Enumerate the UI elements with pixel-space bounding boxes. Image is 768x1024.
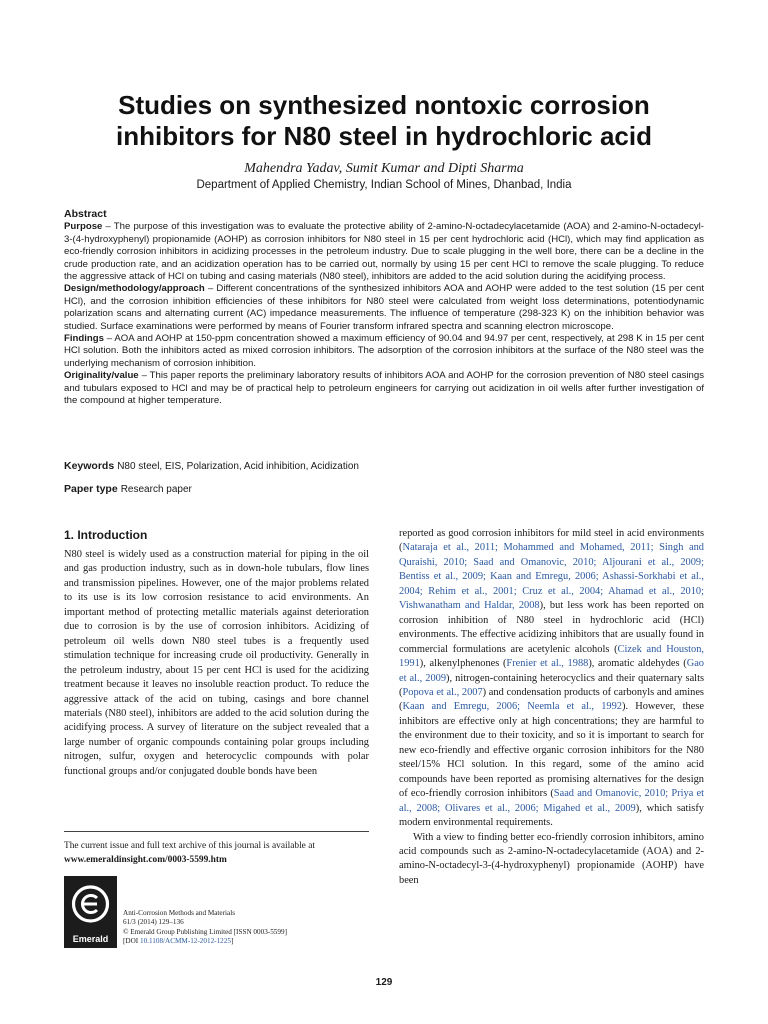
text-run: ), but less work has been reported on corrosion inhibition of N80 steel in hydrochloric acid (HCl) environments. The effective acidizing inhibitors that are usually found in commercial formulations are acetylenic alcohols (	[399, 600, 705, 655]
right-paragraph	[399, 527, 704, 831]
footnote-divider	[64, 831, 369, 832]
originality-text: – This paper reports the preliminary laboratory results of inhibitors AOA and AOHP for the corrosion prevention of N80 steel casings and tubulars exposed to HCl and may be of practical help to petroleum engineers for carrying out acidization in oil wells after further investigation of the compound at higher temperature.	[64, 370, 704, 407]
paper-title: Studies on synthesized nontoxic corrosion inhibitors for N80 steel in hydrochloric acid	[116, 90, 652, 151]
left-column	[64, 527, 369, 779]
abstract-design	[64, 283, 704, 333]
abstract-originality	[64, 370, 704, 407]
affiliation: Department of Applied Chemistry, Indian School of Mines, Dhanbad, India	[196, 179, 572, 191]
right-paragraph-2: With a view to finding better eco-friendly corrosion inhibitors, amino acid compounds such as 2-amino-N-octadecylacetamide (AOA) and 2-amino-N-octadecyl-3-(4-hydroxyphenyl) propionamide (AOHP) have been	[399, 831, 704, 886]
doi-prefix: [DOI	[123, 936, 140, 945]
journal-volume: 61/3 (2014) 129–136	[123, 918, 184, 927]
keywords-text: N80 steel, EIS, Polarization, Acid inhibition, Acidization	[117, 461, 359, 472]
citation-link[interactable]: Gao et al., 2009	[399, 658, 704, 684]
abstract-purpose	[64, 221, 704, 283]
text-run: ), alkenylphenones (	[419, 658, 507, 670]
keywords	[64, 459, 704, 474]
purpose-label: Purpose	[64, 221, 103, 233]
emerald-logo	[64, 876, 117, 948]
text-run: ), which satisfy modern environmental requirements.	[399, 802, 704, 829]
citation-link[interactable]: Popova et al., 2007	[402, 686, 483, 698]
abstract	[64, 208, 704, 408]
footnote	[64, 839, 369, 867]
authors: Mahendra Yadav, Sumit Kumar and Dipti Sharma	[244, 161, 524, 176]
footnote-text: The current issue and full text archive of this journal is available at	[64, 841, 315, 851]
text-run: ) and condensation products of carbonyls and amines (	[399, 686, 704, 713]
findings-label: Findings	[64, 333, 104, 345]
doi-link[interactable]: 10.1108/ACMM-12-2012-1225	[139, 936, 231, 945]
right-column	[399, 527, 704, 888]
intro-heading: 1. Introduction	[64, 528, 148, 542]
intro-paragraph: N80 steel is widely used as a construction material for piping in the oil and gas production industry, such as in down-hole tubulars, flow lines and transmission pipelines. However, one of the major problems related to its use is its low corrosion resistance to acid environments. An important method of protecting metallic materials against deterioration due to corrosion is by the use of corrosion inhibitors. Acidizing of petroleum oil wells down N80 steel tubes is a frequently used stimulation technique for increasing crude oil productivity. Generally in the petroleum industry, about 15 per cent HCl is used for the acidizing treatment because it leaves no insoluble reaction product. To reduce the aggressive attack of the acid on tubing, casings and bore channel materials (N80 steel), inhibitors are added to the acid solution during the acidifying process. A survey of literature on the subject revealed that a large number of organic compounds containing polar groups including nitrogen, sulfur, oxygen and heterocyclic compounds with polar functional groups and/or conjugated double bonds have been	[64, 549, 369, 777]
logo-wordmark: Emerald	[72, 934, 109, 944]
citation-link[interactable]: Saad and Omanovic, 2010; Priya et al., 2008; Olivares et al., 2006; Migahed et al., 2009	[399, 788, 705, 814]
abstract-heading: Abstract	[64, 208, 107, 220]
journal-url-link[interactable]: www.emeraldinsight.com/0003-5599.htm	[64, 855, 227, 865]
citation-link[interactable]: Frenier et al., 1988	[506, 658, 589, 670]
text-run: ). However, these inhibitors are effective only at high concentrations; they are harmful to the environment due to their toxicity, and so it is important to search for new eco-friendly and effective organic corrosion inhibitors for the N80 steel/15% HCl solution. In this regard, some of the amino acid compounds have been reported as promising alternatives for the design of eco-friendly corrosion inhibitors (	[399, 701, 704, 800]
journal-doi-line	[123, 937, 363, 946]
paper-type-label: Paper type	[64, 483, 118, 495]
paper-type	[64, 482, 704, 497]
journal-info	[123, 909, 363, 946]
findings-text: – AOA and AOHP at 150-ppm concentration showed a maximum efficiency of 90.04 and 94.97 per cent, respectively, at 298 K in 15 per cent HCl solution. Both the inhibitors acted as mixed corrosion inhibitors. The adsorption of the corrosion inhibitors at the surface of the N80 steel was the underlying mechanism of corrosion inhibition.	[64, 333, 704, 369]
text-run: ), aromatic aldehydes (	[588, 658, 687, 670]
purpose-text: – The purpose of this investigation was to evaluate the protective ability of 2-amino-N-octadecylacetamide (AOA) and 2-amino-N-octadecyl-3-(4-hydroxyphenyl) propionamide (AOHP) as corrosion inhibitors for N80 steel in 15 per cent hydrochloric acid (HCl), which may find application as eco-friendly corrosion inhibitors in acidizing processes in the petroleum industry. Due to scale plugging in the well bore, there can be a decline in the crude production rate, and an acidization operation has to be carried out, normally by using 15 per cent HCl to remove the scale plugging. To reduce the aggressive attack of HCl on tubing and casing materials (N80 steel), inhibitors are added to the acid solution during the acidifying process.	[64, 221, 704, 283]
journal-name: Anti-Corrosion Methods and Materials	[123, 909, 235, 917]
design-label: Design/methodology/approach	[64, 283, 205, 295]
citation-link[interactable]: Cizek and Houston, 1991	[399, 643, 705, 670]
citation-link[interactable]: Nataraja et al., 2011; Mohammed and Mohamed, 2011; Singh and Quraishi, 2010; Saad and Omanovic, 2010; Aljourani et al., 2009; Bentiss et al., 2009; Kaan and Emregu, 2006; Ashassi-Sorkhabi et al., 2004; Rehim et al., 2001; Cruz et al., 2004; Ahamad et al., 2010; Vishwanatham and Haldar, 2008	[399, 542, 704, 612]
abstract-findings	[64, 333, 704, 370]
doi-suffix: ]	[230, 936, 234, 945]
design-text: – Different concentrations of the synthesized inhibitors AOA and AOHP were added to the test solution (15 per cent HCl), and the corrosion inhibition efficiencies of these inhibitors for N80 steel were calculated from weight loss determinations, potentiodynamic polarization scans and alternating current (AC) impedance measurements. The influence of temperature (298-323 K) on the inhibition behavior was studied. Surface examinations were performed by means of Fourier transform infrared spectra and scanning electron microscope.	[64, 283, 704, 332]
text-run: ), nitrogen-containing heterocyclics and their quaternary salts (	[399, 672, 705, 698]
originality-label: Originality/value	[64, 370, 139, 382]
paper-type-text: Research paper	[120, 484, 192, 495]
page-number: 129	[375, 977, 393, 988]
citation-link[interactable]: Kaan and Emregu, 2006; Neemla et al., 1992	[402, 701, 622, 713]
keywords-label: Keywords	[64, 460, 115, 472]
text-run: reported as good corrosion inhibitors for mild steel in acid environments (	[399, 528, 704, 554]
journal-copyright: © Emerald Group Publishing Limited [ISSN 0003-5599]	[123, 927, 287, 936]
